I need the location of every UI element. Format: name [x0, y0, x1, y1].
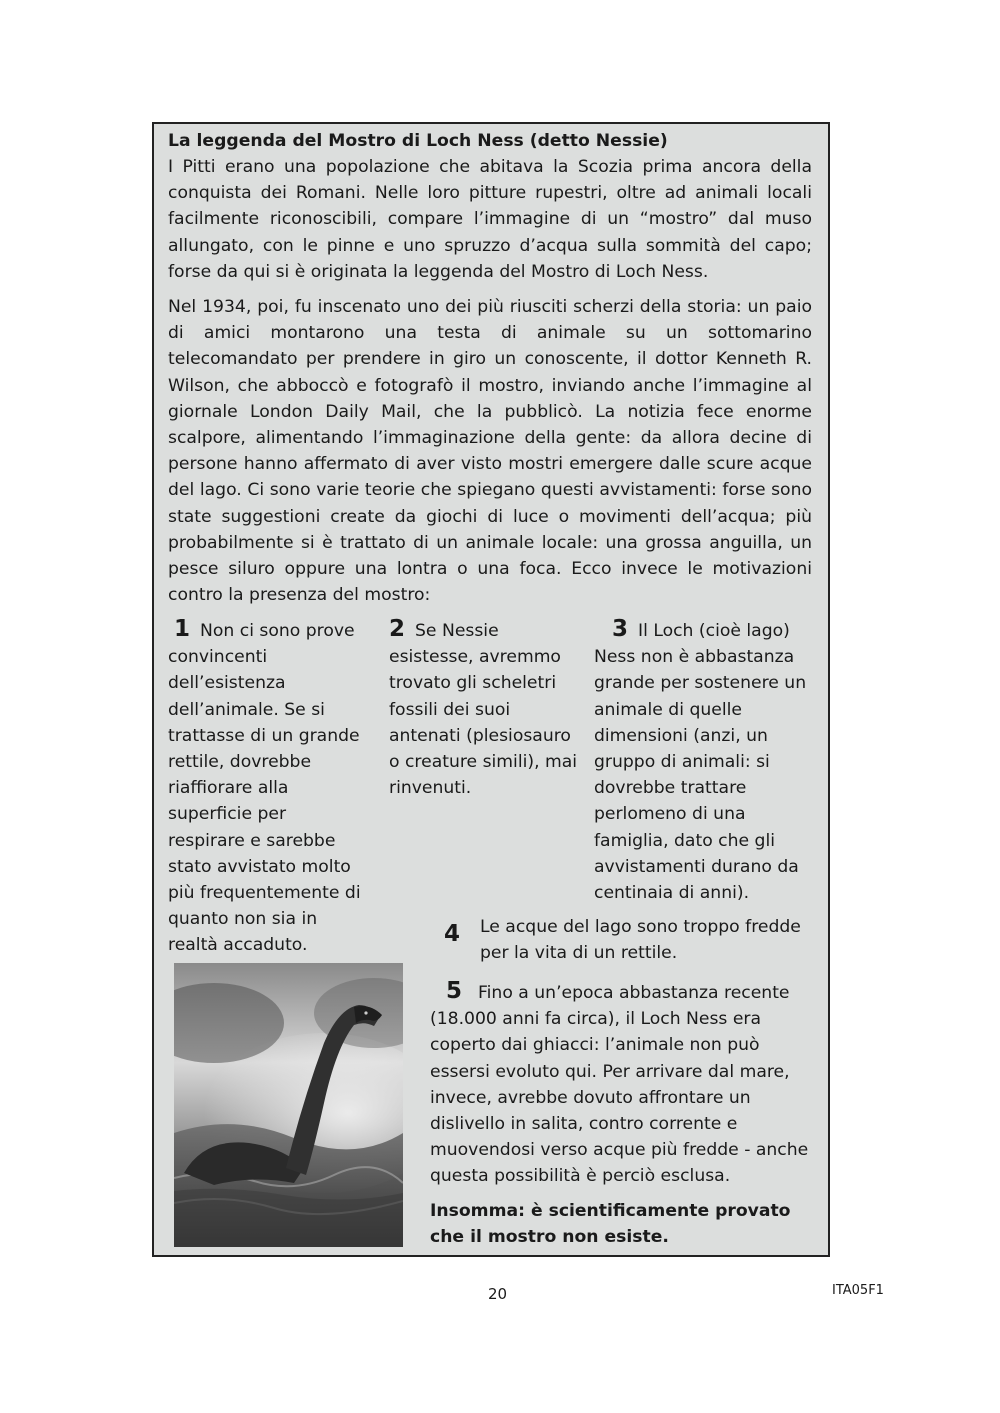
conclusion: Insomma: è scientificamente provato che il mostro non esiste.: [430, 1201, 791, 1248]
reason-2: [389, 616, 579, 801]
reason-5-text: Fino a un’epoca abbastanza recente (18.000 anni fa circa), il Loch Ness era coperto dai ghiacci: l’animale non può essersi evoluto qui. Per arrivare dal mare, invece, avrebbe dovuto affrontare un dislivello in salita, contro corrente e muovendosi verso acque più fredde - anche questa possibilità è perciò esclusa.: [430, 983, 809, 1187]
reason-1-text: Non ci sono prove convincenti dell’esistenza dell’animale. Se si trattasse di un grande rettile, dovrebbe riaffiorare alla superficie per respirare e sarebbe stato avvistato molto più frequentemente di quanto non sia in realtà accaduto.: [168, 621, 361, 956]
nessie-photo: [174, 963, 403, 1247]
intro-paragraph: I Pitti erano una popolazione che abitava la Scozia prima ancora della conquista dei Romani. Nelle loro pitture rupestri, oltre ad animali locali facilmente riconoscibili, compare l’immagine di un “mostro” dal muso allungato, con le pinne e uno spruzzo d’acqua sulla sommità del capo; forse da qui si è originata la leggenda del Mostro di Loch Ness.: [168, 157, 812, 282]
reason-1: [168, 616, 368, 959]
reason-2-text: Se Nessie esistesse, avremmo trovato gli scheletri fossili dei suoi antenati (plesiosauro o creature simili), mai rinvenuti.: [389, 621, 578, 799]
reason-2-number: 2: [389, 616, 406, 642]
document-code: ITA05F1: [832, 1283, 884, 1298]
reason-3-number: 3: [612, 616, 629, 642]
page-number: 20: [488, 1285, 508, 1303]
history-paragraph: Nel 1934, poi, fu inscenato uno dei più riusciti scherzi della storia: un paio di amici montarono una testa di animale su un sottomarino telecomandato per prendere in giro un conoscente, il dottor Kenneth R. Wilson, che abboccò e fotografò il mostro, inviando anche l’immagine al giornale London Daily Mail, che la pubblicò. La notizia fece enorme scalpore, alimentando l’immaginazione della gente: da allora decine di persone hanno affermato di aver visto mostri emergere dalle scure acque del lago. Ci sono varie teorie che spiegano questi avvistamenti: forse sono state suggestioni create da giochi di luce o movimenti dell’acqua; più probabilmente si è trattato di un animale locale: una grossa anguilla, un pesce siluro oppure una lontra o una foca. Ecco invece le motivazioni contro la presenza del mostro:: [168, 297, 812, 606]
reason-4-text: Le acque del lago sono troppo fredde per la vita di un rettile.: [480, 917, 801, 964]
article-title: La leggenda del Mostro di Loch Ness (detto Nessie): [168, 131, 668, 151]
reason-1-number: 1: [174, 616, 191, 642]
reason-5-number: 5: [446, 978, 463, 1004]
reason-4-number: 4: [444, 921, 461, 947]
reason-3-text: Il Loch (cioè lago) Ness non è abbastanza grande per sostenere un animale di quelle dimensioni (anzi, un gruppo di animali: si dovrebbe trattare perlomeno di una famiglia, dato che gli avvistamenti durano da centinaia di anni).: [594, 621, 807, 904]
reason-3: [594, 616, 808, 906]
reason-5: [430, 978, 820, 1190]
